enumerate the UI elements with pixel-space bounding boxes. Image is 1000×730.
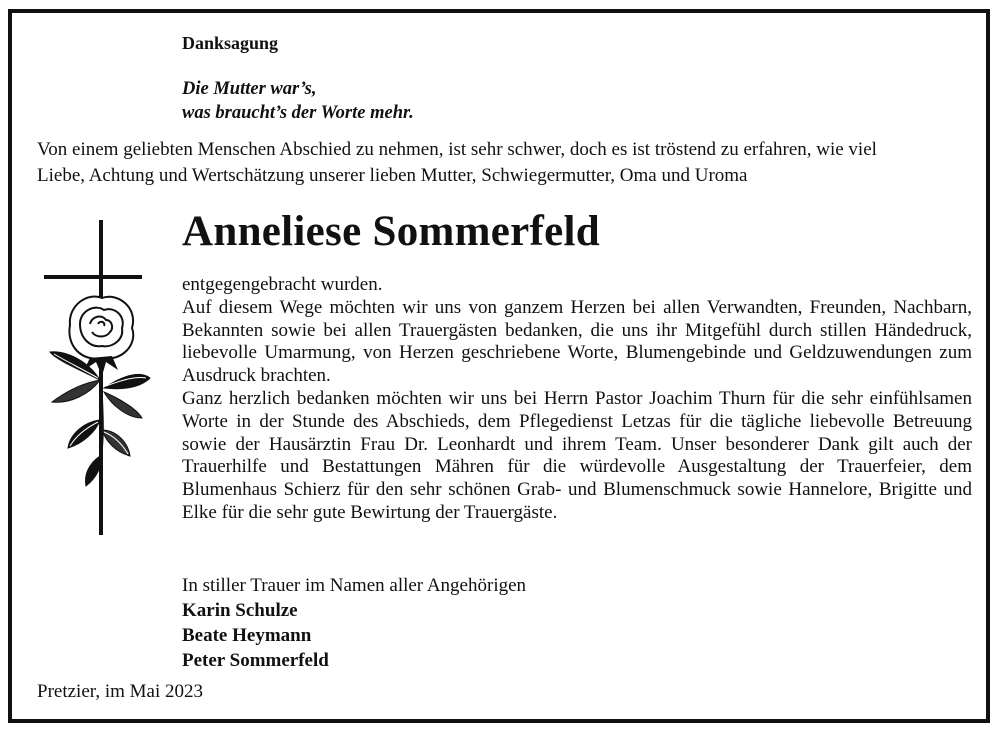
body-paragraph: entgegengebracht wurden. [182,274,383,295]
place-date: Pretzier, im Mai 2023 [37,681,203,702]
signatory-name: Beate Heymann [182,625,312,646]
intro-line: Liebe, Achtung und Wertschätzung unserer lieben Mutter, Schwiegermutter, Oma und Uroma [37,165,748,186]
motto-line: was braucht’s der Worte mehr. [182,103,414,123]
signoff-line: In stiller Trauer im Namen aller Angehörigen [182,575,527,596]
heading: Danksagung [182,33,279,53]
signatory-name: Peter Sommerfeld [182,650,329,671]
obituary-frame [8,9,990,723]
signatory-list [182,598,526,673]
signatory-name: Karin Schulze [182,600,298,621]
signoff-block [182,573,526,673]
body-paragraph: Auf diesem Wege möchten wir uns von ganzem Herzen bei allen Verwandten, Freunden, Nachbarn, Bekannten sowie bei allen Trauergästen bedanken, die uns ihr Mitgefühl durch stillen Händedruck, liebevolle Umarmung, von Herzen geschriebene Worte, Blumengebinde und Geldzuwendungen zum Ausdruck brachten. [182,296,972,387]
body-paragraph: Ganz herzlich bedanken möchten wir uns bei Herrn Pastor Joachim Thurn für die sehr einfühlsamen Worte in der Stunde des Abschieds, dem Pflegedienst Letzas für die tägliche liebevolle Betreuung sowie der Hausärztin Frau Dr. Leonhardt und ihrem Team. Unser besonderer Dank gilt auch der Trauerhilfe und Bestattungen Mähren für die würdevolle Ausgestaltung der Trauerfeier, dem Blumenhaus Schierz für den sehr schönen Grab- und Blumenschmuck sowie Hannelore, Brigitte und Elke für die sehr gute Bewirtung der Trauergäste. [182,387,972,523]
intro-line: Von einem geliebten Menschen Abschied zu nehmen, ist sehr schwer, doch es ist tröstend zu erfahren, wie viel [37,139,877,160]
motto-line: Die Mutter war’s, [182,79,317,99]
deceased-name: Anneliese Sommerfeld [182,208,601,255]
motto [182,77,414,125]
intro-text [37,137,967,189]
cross-with-rose-icon [40,220,155,555]
body-text [182,274,972,525]
